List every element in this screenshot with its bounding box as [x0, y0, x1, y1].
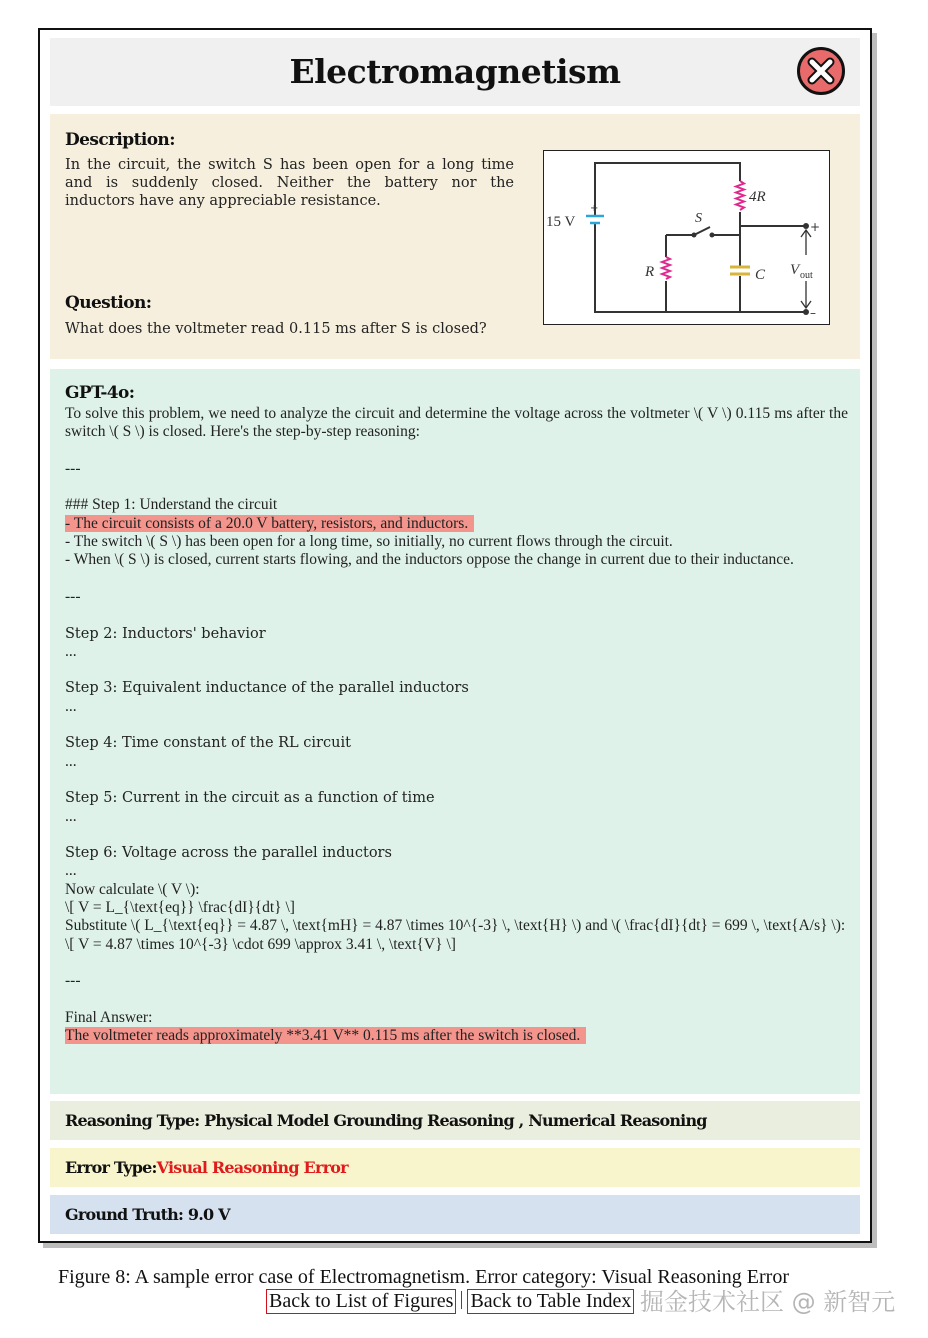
ground-truth-label: Ground Truth: — [65, 1205, 184, 1224]
question-text: What does the voltmeter read 0.115 ms after S is closed? — [65, 321, 487, 337]
capacitor-icon — [730, 267, 750, 274]
svg-text:4R: 4R — [749, 189, 766, 205]
svg-text:V: V — [790, 262, 800, 278]
back-to-table-index-link[interactable]: Back to Table Index — [467, 1289, 634, 1314]
step-5-heading: Step 5: Current in the circuit as a function of time — [65, 790, 435, 807]
highlighted-final-answer: The voltmeter reads approximately **3.41 V** 0.115 ms after the switch is closed. — [65, 1027, 586, 1044]
reasoning-type-label: Reasoning Type: — [65, 1111, 200, 1130]
reasoning-type-row — [50, 1101, 860, 1140]
ellipsis: ... — [65, 752, 77, 770]
result-formula-line: \[ V = 4.87 \times 10^{-3} \cdot 699 \approx 3.41 \, \text{V} \] — [65, 935, 456, 953]
formula-line: \[ V = L_{\text{eq}} \frac{dI}{dt} \] — [65, 899, 295, 917]
response-separator: --- — [65, 459, 81, 477]
step-1-bullet-2: - The switch \( S \) has been open for a long time, so initially, no current flows through the circuit. — [65, 533, 673, 551]
ground-truth-row — [50, 1195, 860, 1234]
error-x-circle-icon — [796, 46, 846, 96]
ellipsis: ... — [65, 642, 77, 660]
svg-text:C: C — [755, 267, 766, 283]
svg-text:S: S — [695, 211, 702, 226]
ellipsis: ... — [65, 862, 77, 880]
calc-intro: Now calculate \( V \): — [65, 880, 200, 898]
step-2-heading: Step 2: Inductors' behavior — [65, 625, 266, 642]
response-intro: To solve this problem, we need to analyze the circuit and determine the voltage across the voltmeter \( V \) 0.115 ms after the switch \( S \) is closed. Here's the step-by-step reasoning: — [65, 405, 852, 441]
resistor-4r-icon — [736, 181, 744, 210]
watermark: 掘金技术社区 @ 新智元 — [640, 1288, 896, 1316]
error-case-card — [38, 28, 872, 1243]
battery-icon — [586, 216, 604, 223]
reasoning-type-value: Physical Model Grounding Reasoning , Numerical Reasoning — [204, 1111, 707, 1130]
back-to-list-of-figures-link[interactable]: Back to List of Figures — [266, 1289, 456, 1314]
response-separator: --- — [65, 972, 81, 990]
step-1-bullet-3: - When \( S \) is closed, current starts flowing, and the inductors oppose the change in current due to their inductance. — [65, 551, 794, 569]
step-1-heading: ### Step 1: Understand the circuit — [65, 496, 278, 514]
svg-text:15 V: 15 V — [546, 214, 576, 230]
ellipsis: ... — [65, 807, 77, 825]
card-title: Electromagnetism — [289, 52, 621, 91]
final-answer-label: Final Answer: — [65, 1008, 153, 1026]
resistor-r-icon — [662, 257, 670, 279]
problem-section — [50, 114, 860, 359]
description-label: Description: — [65, 130, 175, 150]
figure-caption: Figure 8: A sample error case of Electromagnetism. Error category: Visual Reasoning Error — [58, 1266, 789, 1288]
model-label: GPT-4o: — [65, 383, 135, 403]
ellipsis: ... — [65, 697, 77, 715]
substitution-line: Substitute \( L_{\text{eq}} = 4.87 \, \text{mH} = 4.87 \times 10^{-3} \, \text{H} \) and \( \frac{dI}{dt} = 699 \, \text{A/s} \): — [65, 917, 846, 935]
error-type-row — [50, 1148, 860, 1187]
step-4-heading: Step 4: Time constant of the RL circuit — [65, 735, 351, 752]
title-bar — [50, 38, 860, 106]
step-6-heading: Step 6: Voltage across the parallel inductors — [65, 845, 392, 862]
svg-text:+: + — [590, 203, 599, 214]
highlighted-error-line: - The circuit consists of a 20.0 V battery, resistors, and inductors. — [65, 515, 474, 532]
circuit-diagram — [543, 150, 830, 325]
description-text: In the circuit, the switch S has been open for a long time and is suddenly closed. Neither the battery nor the inductors have any appreciable resistance. — [65, 157, 514, 209]
ground-truth-value: 9.0 V — [187, 1205, 230, 1224]
link-separator — [461, 1291, 462, 1309]
svg-text:R: R — [645, 264, 655, 280]
model-response-body — [65, 405, 852, 1045]
caption-links — [266, 1289, 634, 1314]
error-type-label: Error Type: — [65, 1158, 157, 1177]
svg-text:out: out — [800, 270, 813, 281]
step-3-heading: Step 3: Equivalent inductance of the parallel inductors — [65, 680, 469, 697]
response-separator: --- — [65, 587, 81, 605]
error-type-value: Visual Reasoning Error — [156, 1158, 348, 1177]
model-response-section — [50, 369, 860, 1094]
question-label: Question: — [65, 293, 152, 313]
svg-text:–: – — [810, 306, 816, 320]
svg-text:+: + — [810, 220, 821, 234]
